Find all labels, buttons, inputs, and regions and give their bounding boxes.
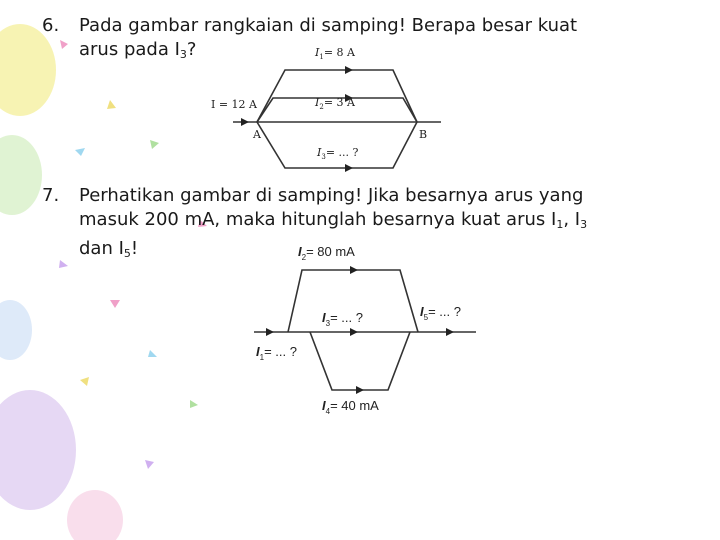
current-label-i1: $I_1=$ ... ?: [256, 344, 297, 362]
question-text: !: [130, 238, 139, 259]
question-number: 6.: [42, 15, 60, 36]
current-label-i3: $I_3=$ ... ?: [317, 146, 359, 161]
current-label-i5: $I_5=$ ... ?: [420, 304, 461, 322]
confetti-decoration: [75, 148, 85, 156]
subscript: 3: [179, 48, 187, 61]
balloon-decoration: [67, 490, 123, 540]
subscript: 1: [556, 218, 564, 231]
question-text: ?: [186, 39, 197, 60]
confetti-decoration: [80, 377, 89, 386]
question-text: dan I: [79, 238, 124, 259]
balloon-decoration: [0, 300, 32, 360]
balloon-decoration: [0, 135, 42, 215]
current-label-i1: $I_1= 8$ A: [315, 46, 355, 61]
balloon-decoration: [0, 390, 76, 510]
current-label-i3: $I_3=$ ... ?: [322, 310, 363, 328]
question-text: Perhatikan gambar di samping! Jika besarnya arus yang: [79, 185, 584, 206]
confetti-decoration: [148, 350, 157, 357]
question-text: arus pada I: [79, 39, 180, 60]
circuit-diagram-6: [205, 40, 445, 174]
confetti-decoration: [150, 140, 159, 149]
question-7-line-1: [42, 184, 587, 208]
question-6-line-1: [42, 14, 577, 38]
current-label-i2: $I_2= 80$ mA: [298, 244, 355, 262]
confetti-decoration: [110, 300, 120, 308]
question-text: masuk 200 mA, maka hitunglah besarnya kuat arus I: [79, 209, 557, 230]
circuit-diagram-7: [250, 238, 480, 418]
current-label-i4: $I_4= 40$ mA: [322, 398, 379, 416]
current-label-total: I = 12 A: [211, 98, 257, 111]
question-7-line-2: [42, 208, 587, 237]
confetti-decoration: [107, 100, 116, 109]
node-label-a: A: [253, 128, 261, 141]
confetti-decoration: [190, 400, 198, 408]
current-label-i2: $I_2= 3$ A: [315, 96, 355, 111]
node-label-b: B: [419, 128, 428, 141]
confetti-decoration: [145, 460, 154, 469]
question-text: , I: [563, 209, 581, 230]
question-text: Pada gambar rangkaian di samping! Berapa besar kuat: [79, 15, 578, 36]
question-number: 7.: [42, 185, 60, 206]
subscript: 5: [123, 247, 131, 260]
subscript: 3: [580, 218, 588, 231]
